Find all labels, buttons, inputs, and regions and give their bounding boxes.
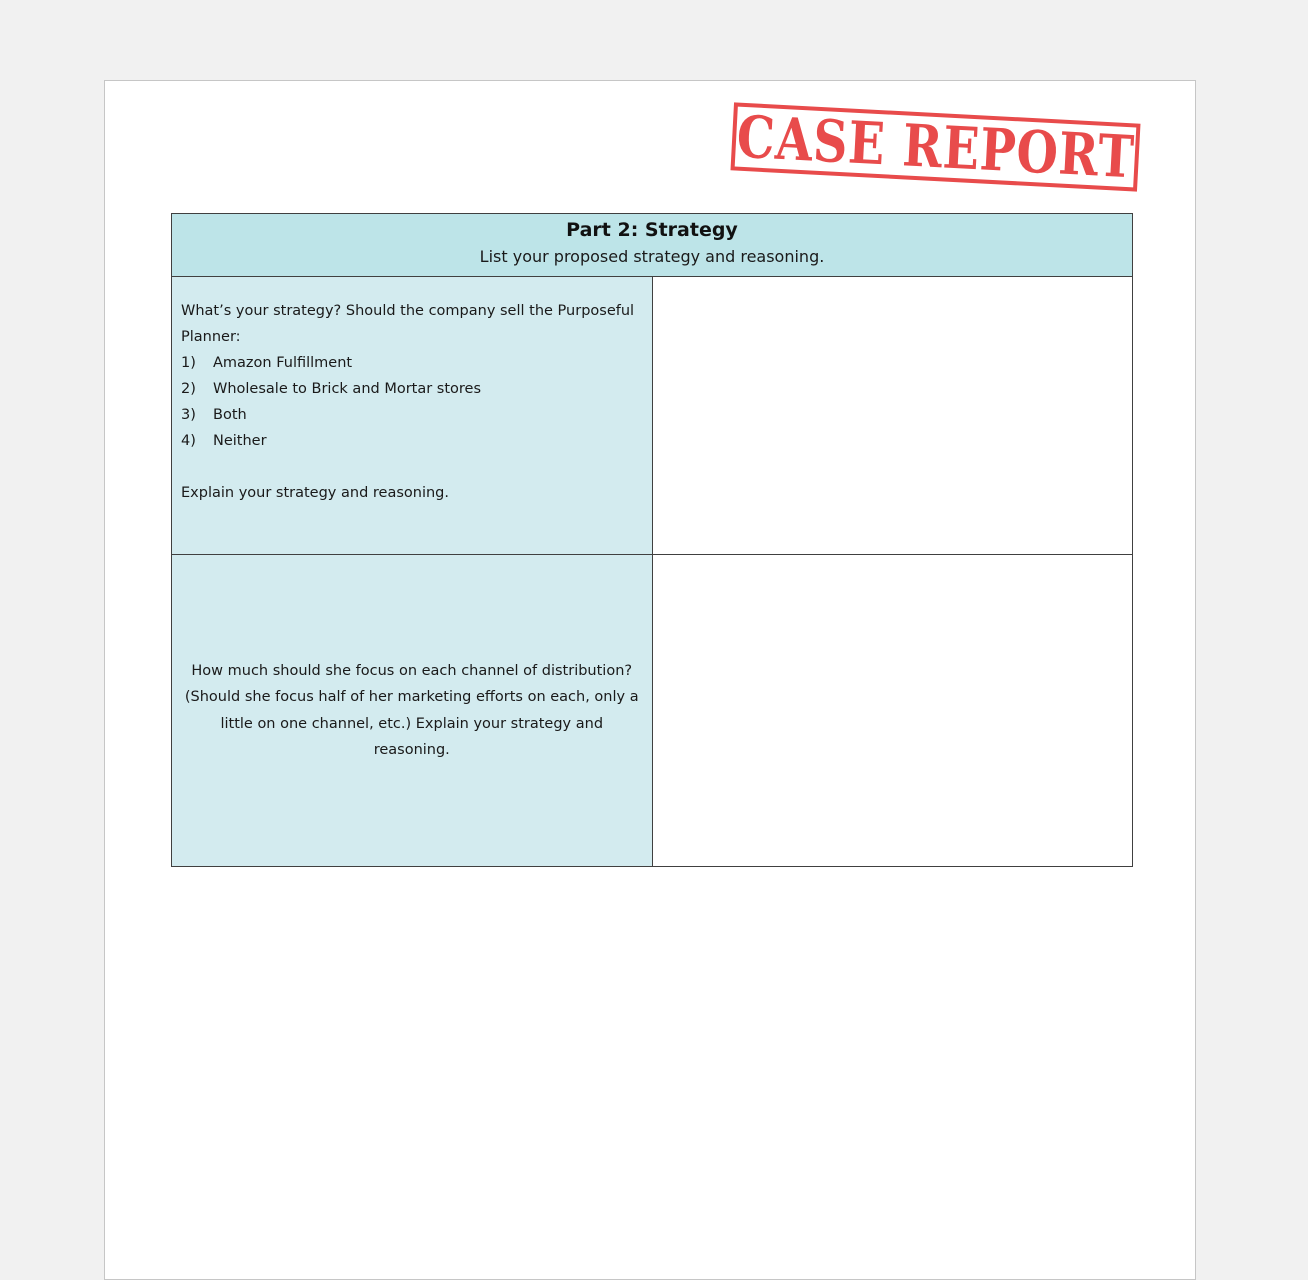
list-item: 3) Both bbox=[181, 407, 247, 423]
list-item: 2) Wholesale to Brick and Mortar stores bbox=[181, 381, 482, 397]
stamp-text: CASE REPORT bbox=[735, 102, 1136, 192]
list-item: 1) Amazon Fulfillment bbox=[181, 355, 353, 371]
answer-1-field[interactable] bbox=[652, 277, 1133, 555]
question-1-intro: What’s your strategy? Should the company sell the Purposeful Planner: bbox=[181, 303, 635, 345]
table-subtitle: List your proposed strategy and reasoning. bbox=[479, 247, 825, 266]
question-1-cell bbox=[172, 277, 653, 555]
strategy-options-list bbox=[181, 350, 646, 454]
list-item: 4) Neither bbox=[181, 433, 267, 449]
table-title: Part 2: Strategy bbox=[566, 219, 738, 241]
strategy-table bbox=[171, 213, 1133, 867]
table-header bbox=[172, 214, 1133, 277]
question-2-text: How much should she focus on each channel of distribution? (Should she focus half of her marketing efforts on each, only a little on one channel, etc.) Explain your strategy and reasoning. bbox=[184, 662, 639, 758]
question-1-explain: Explain your strategy and reasoning. bbox=[181, 485, 449, 501]
question-2-cell bbox=[172, 555, 653, 867]
case-report-stamp bbox=[730, 102, 1140, 191]
document-page bbox=[104, 80, 1196, 1280]
answer-2-field[interactable] bbox=[652, 555, 1133, 867]
